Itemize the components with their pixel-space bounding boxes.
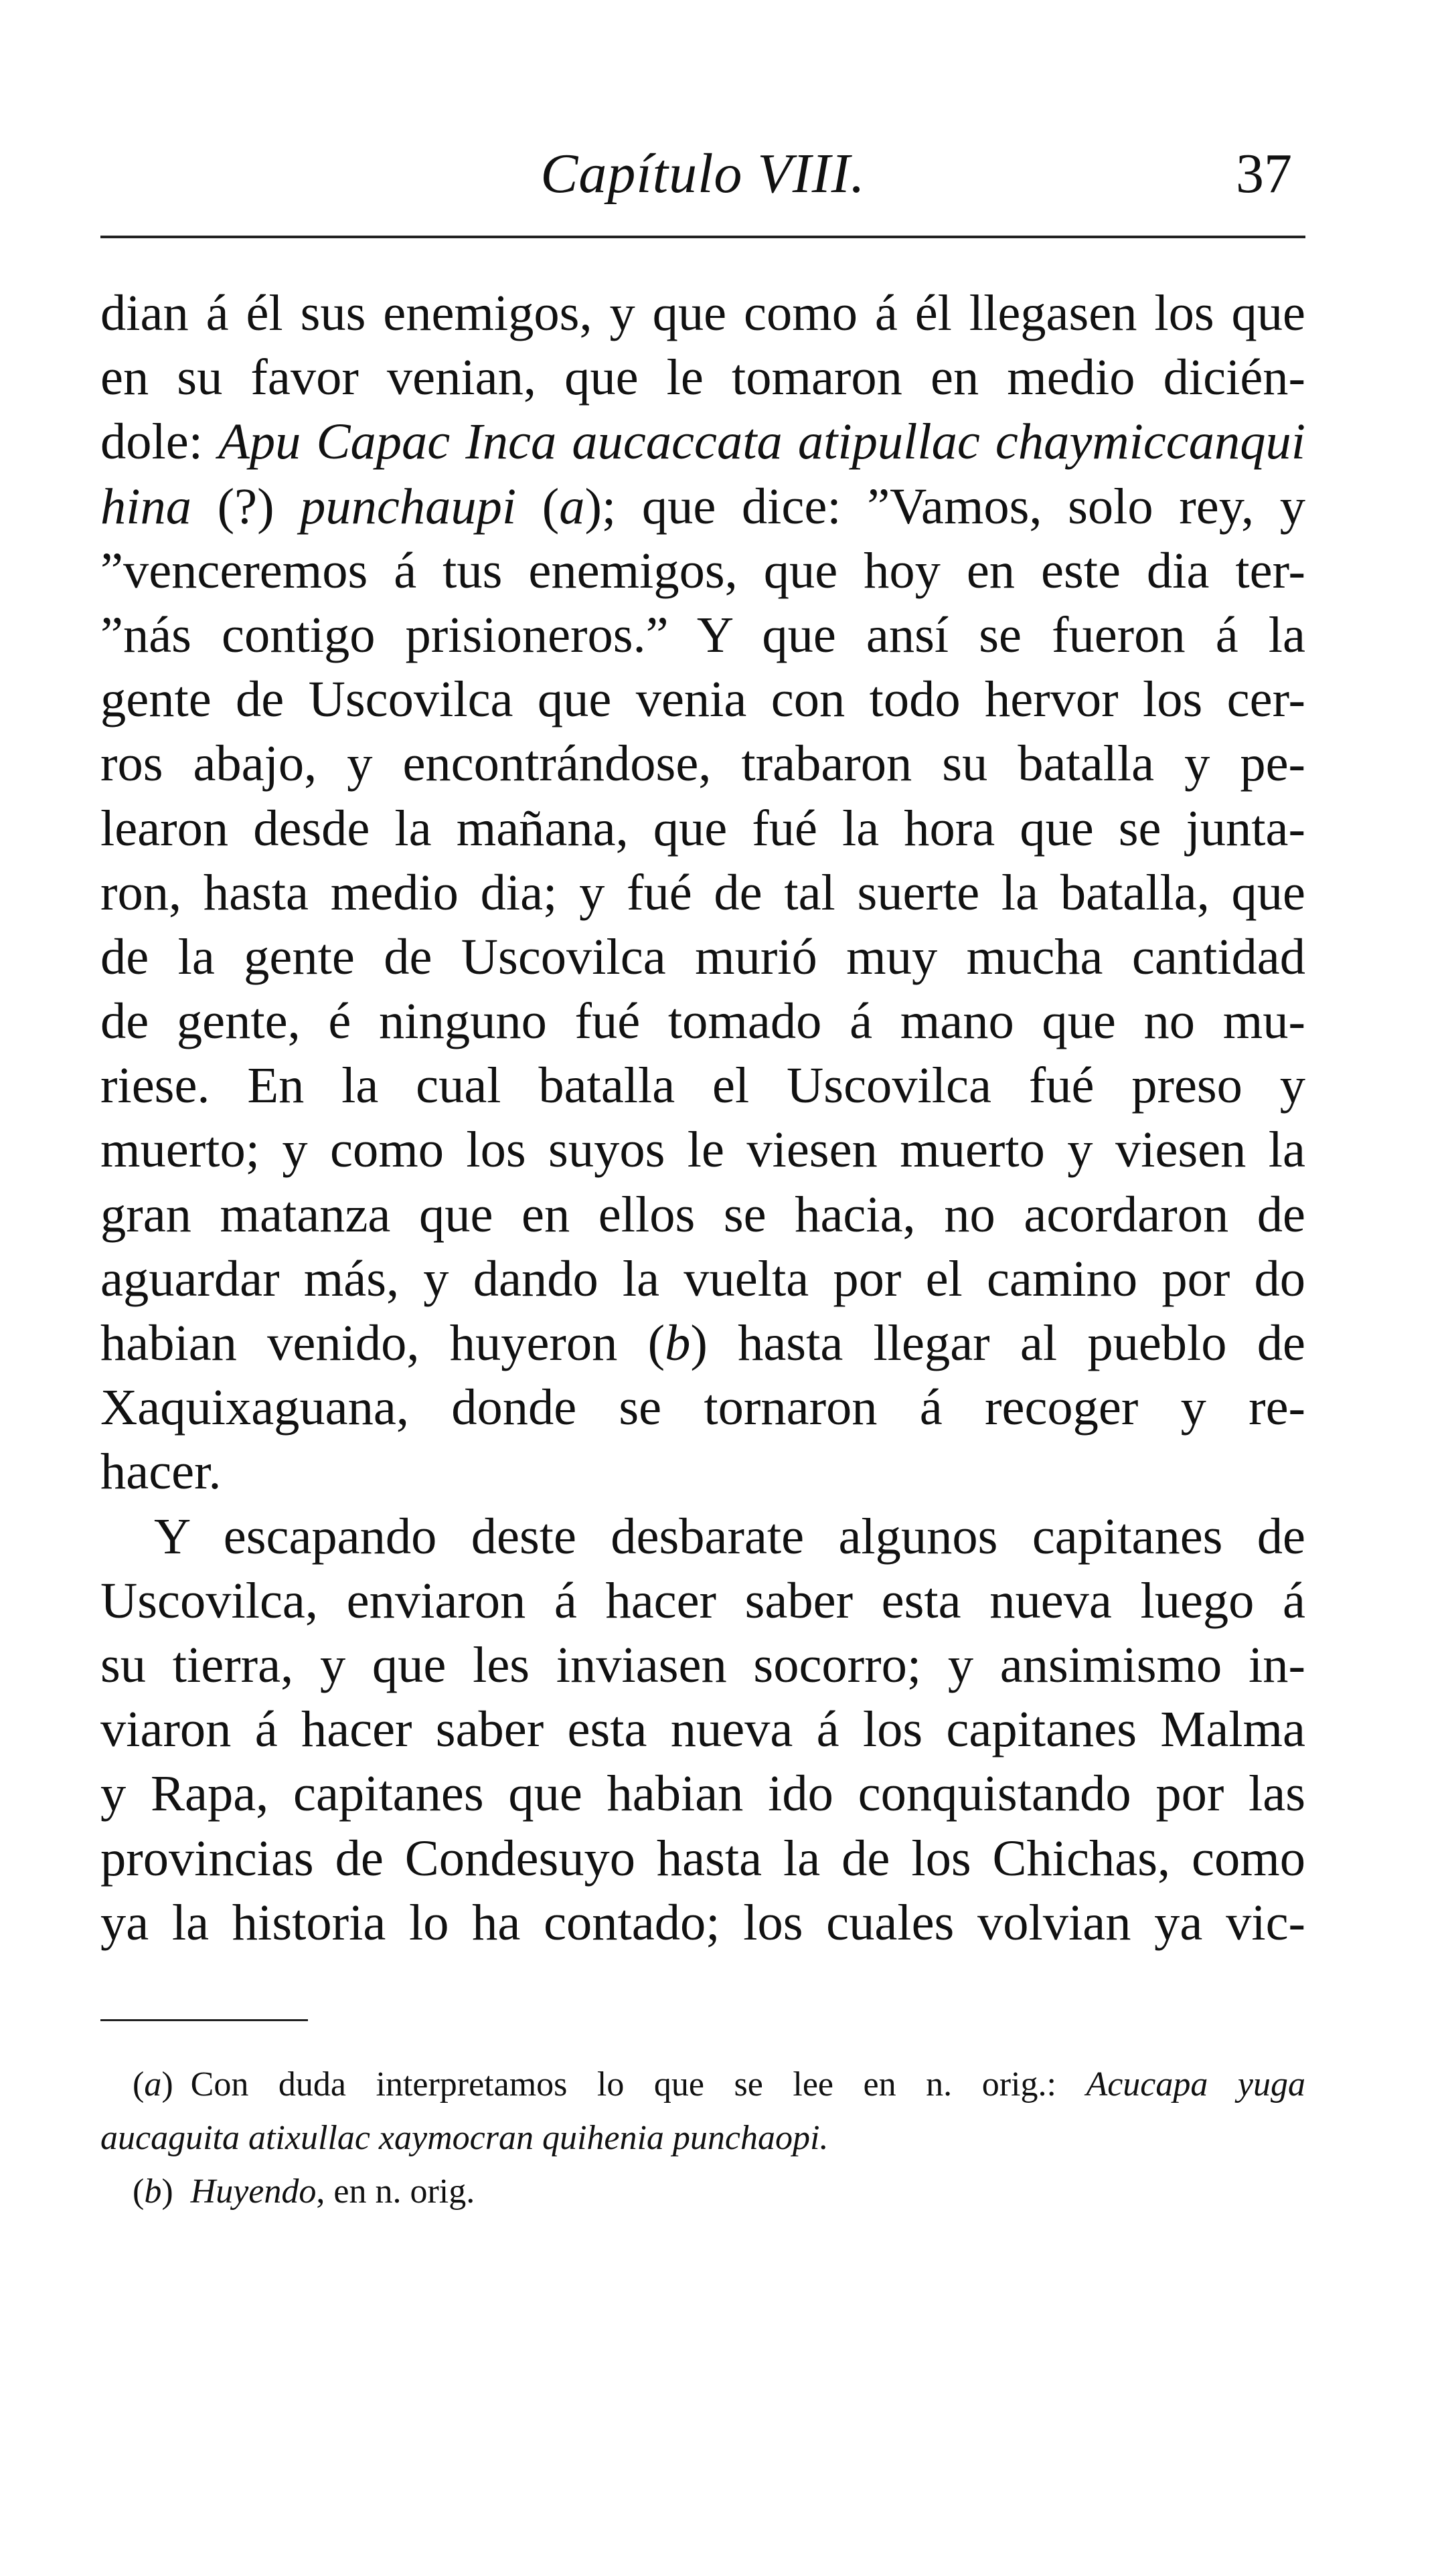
footnote-ref-b: b <box>665 1314 691 1371</box>
text-line <box>100 1440 1305 1504</box>
text-run: provincias de Condesuyo hasta la de los Chichas, como <box>100 1829 1305 1887</box>
quechua-phrase: Apu Capac Inca aucaccata atipullac chaymiccanqui <box>218 413 1305 470</box>
text-run: ”nás contigo prisioneros.” Y que ansí se fueron á la <box>100 606 1305 663</box>
footnote-b <box>100 2165 1305 2219</box>
text-line <box>100 1826 1305 1891</box>
text-line <box>100 1633 1305 1697</box>
text-line <box>100 345 1305 410</box>
text-run: ros abajo, y encontrándose, trabaron su batalla y pe- <box>100 735 1305 792</box>
text-run: Y escapando deste desbarate algunos capitanes de <box>154 1507 1305 1565</box>
header-rule <box>100 236 1305 238</box>
text-run: gente de Uscovilca que venia con todo hervor los cer- <box>100 671 1305 728</box>
text-line <box>100 1247 1305 1311</box>
text-run: ya la historia lo ha contado; los cuales volvian ya vic- <box>100 1893 1305 1951</box>
text-run: ( <box>516 477 560 535</box>
text-line <box>100 1053 1305 1118</box>
text-run: viaron á hacer saber esta nueva á los capitanes Malma <box>100 1701 1305 1758</box>
text-run: aguardar más, y dando la vuelta por el camino por do <box>100 1250 1305 1307</box>
text-run: Uscovilca, enviaron á hacer saber esta nueva luego á <box>100 1571 1305 1629</box>
footnote-original-reading: aucaguita atixullac xaymocran quihenia punchaopi. <box>100 2119 829 2157</box>
text-run: ) hasta llegar al pueblo de <box>690 1314 1305 1371</box>
text-run: Xaquixaguana, donde se tornaron á recoger y re- <box>100 1379 1305 1436</box>
text-line <box>100 410 1305 474</box>
text-run: en su favor venian, que le tomaron en medio dicién- <box>100 349 1305 406</box>
text-line <box>100 1505 1305 1569</box>
text-run: ”venceremos á tus enemigos, que hoy en este dia ter- <box>100 541 1305 599</box>
text-run: gran matanza que en ellos se hacia, no acordaron de <box>100 1185 1305 1243</box>
quechua-phrase: hina <box>100 477 192 535</box>
footnote-text: Con duda interpretamos lo que se lee en n. orig.: <box>190 2065 1087 2103</box>
paragraph-2 <box>100 1505 1305 1955</box>
text-line <box>100 732 1305 796</box>
text-run: ron, hasta medio dia; y fué de tal suerte la batalla, que <box>100 863 1305 921</box>
footnote-original-reading: Huyendo <box>190 2172 317 2211</box>
text-line <box>100 1891 1305 1955</box>
footnote-marker <box>100 2165 191 2219</box>
footnotes <box>100 2058 1305 2219</box>
footnote-original-reading: Acucapa yuga <box>1086 2065 1305 2103</box>
text-run: de gente, é ninguno fué tomado á mano que no mu- <box>100 993 1305 1050</box>
text-line <box>100 603 1305 667</box>
text-line <box>100 667 1305 732</box>
text-line <box>100 281 1305 345</box>
text-line <box>100 861 1305 925</box>
paragraph-1 <box>100 281 1305 1505</box>
text-line <box>100 989 1305 1053</box>
text-run: hacer. <box>100 1443 222 1500</box>
text-run: (?) <box>191 477 301 535</box>
paren: ) <box>161 2172 173 2211</box>
text-run: riese. En la cual batalla el Uscovilca fué preso y <box>100 1057 1305 1114</box>
footnote-a-continuation <box>100 2112 1305 2165</box>
text-run: ); que dice: ”Vamos, solo rey, y <box>584 477 1306 535</box>
paren: ( <box>133 2065 145 2103</box>
text-line <box>100 1183 1305 1247</box>
page-number: 37 <box>1236 143 1292 205</box>
body-text <box>100 281 1305 1955</box>
text-run: learon desde la mañana, que fué la hora que se junta- <box>100 799 1305 857</box>
text-run: habian venido, huyeron ( <box>100 1314 665 1371</box>
running-title: Capítulo VIII. <box>540 143 866 205</box>
text-line <box>100 1311 1305 1375</box>
paren: ) <box>161 2065 173 2103</box>
footnote-rule <box>100 2019 308 2021</box>
paren: ( <box>133 2172 145 2211</box>
text-line <box>100 796 1305 861</box>
text-run: muerto; y como los suyos le viesen muerto y viesen la <box>100 1121 1305 1179</box>
text-run: de la gente de Uscovilca murió muy mucha cantidad <box>100 928 1305 985</box>
text-line <box>100 925 1305 989</box>
marker-letter: b <box>144 2172 162 2211</box>
text-run: su tierra, y que les inviasen socorro; y ansimismo in- <box>100 1636 1305 1693</box>
text-line <box>100 1697 1305 1762</box>
quechua-phrase: punchaupi <box>300 477 517 535</box>
text-line <box>100 1118 1305 1182</box>
footnote-text: , en n. orig. <box>316 2172 475 2211</box>
text-line <box>100 539 1305 603</box>
page-header <box>100 134 1305 214</box>
text-run: y Rapa, capitanes que habian ido conquistando por las <box>100 1765 1305 1822</box>
marker-letter: a <box>144 2065 162 2103</box>
text-run: dole: <box>100 413 219 470</box>
footnote-ref-a: a <box>559 477 585 535</box>
footnote-marker <box>100 2058 191 2112</box>
footnote-a <box>100 2058 1305 2112</box>
text-line <box>100 1375 1305 1440</box>
text-line <box>100 1569 1305 1633</box>
text-line <box>100 475 1305 539</box>
text-line <box>100 1762 1305 1826</box>
text-run: dian á él sus enemigos, y que como á él llegasen los que <box>100 284 1305 341</box>
